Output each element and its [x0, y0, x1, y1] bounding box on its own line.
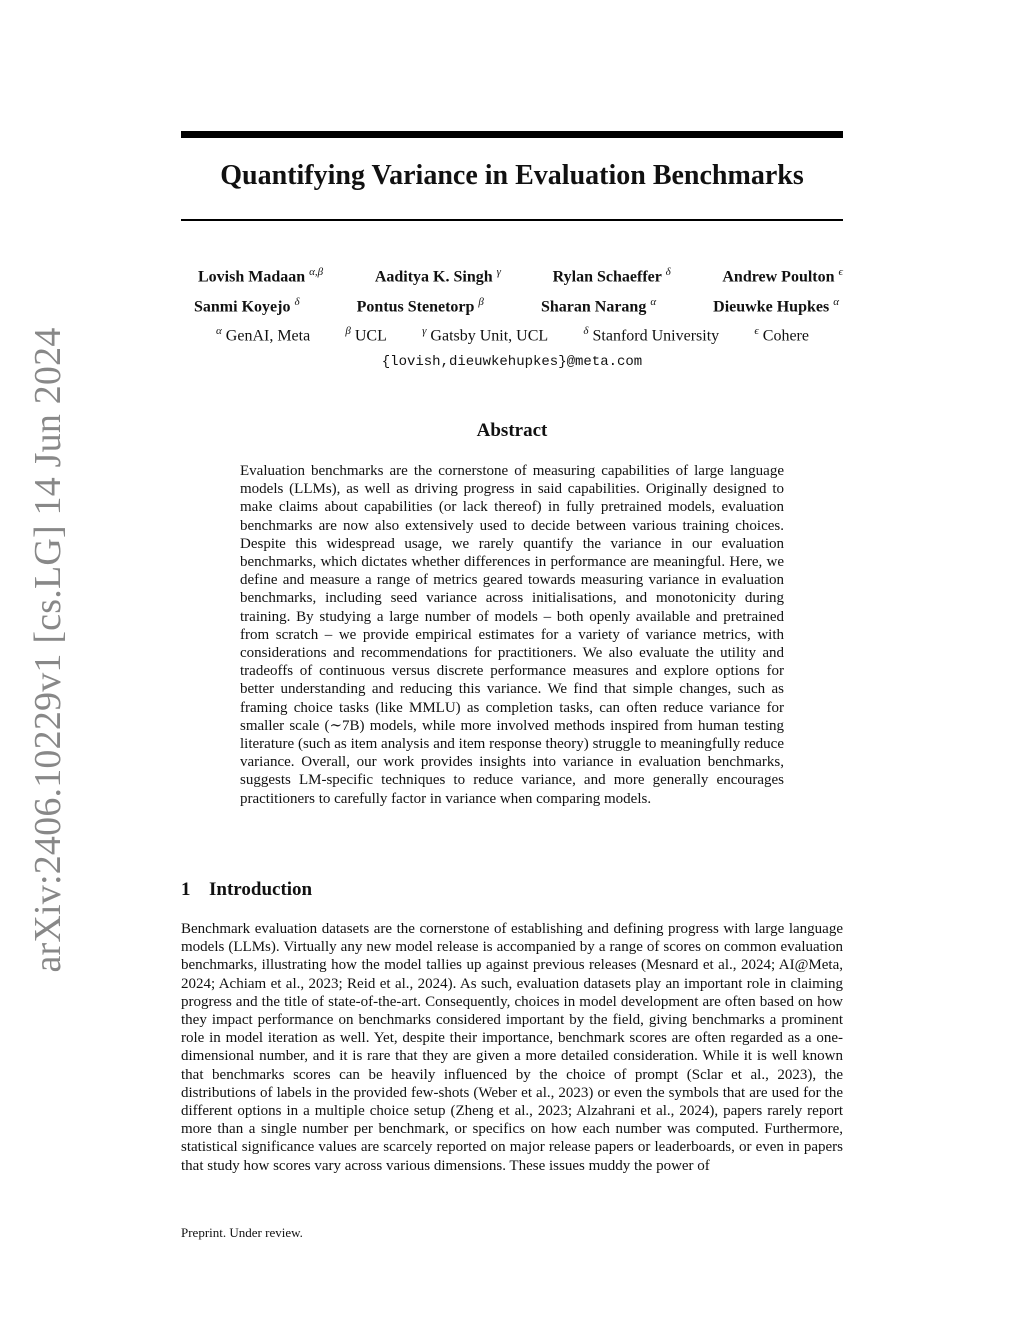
affiliation: $^\alpha$ GenAI, Meta	[216, 325, 311, 345]
affiliation: $^\epsilon$ Cohere	[754, 325, 809, 345]
author: Sharan Narang $^\alpha$	[540, 296, 657, 316]
author-row-1	[181, 266, 843, 286]
abstract-text: Evaluation benchmarks are the cornerstone of measuring capabilities of large language models (LLMs), as well as driving progress in said capabilities. Originally designed to make claims about capabilities (or lack thereof) in fully pretrained models, evaluation benchmarks are now also extensively used to decide between various training choices. Despite this widespread usage, we rarely quantify the variance in our evaluation benchmarks, which dictates whether differences in performance are meaningful. Here, we define and measure a range of metrics geared towards measuring variance in evaluation benchmarks, including seed variance across initialisations, and monotonicity during training. By studying a large number of models – both openly available and pretrained from scratch – we provide empirical estimates for a variety of variance metrics, with considerations and recommendations for practitioners. We also evaluate the utility and tradeoffs of continuous versus discrete performance measures and explore options for better understanding and reducing this variance. We find that simple changes, such as framing choice tasks (like MMLU) as completion tasks, can often reduce variance for smaller scale (∼7B) models, while more involved methods inspired from human testing literature (such as item analysis and item response theory) struggle to meaningfully reduce variance. Overall, our work provides insights into variance in evaluation benchmarks, suggests LM-specific techniques to reduce variance, and more generally encourages practitioners to carefully factor in variance when comparing models.	[240, 463, 784, 807]
title-bottom-rule	[181, 219, 843, 221]
title-top-rule	[181, 131, 843, 138]
author-row-2	[181, 296, 843, 316]
affiliation: $^\beta$ UCL	[345, 325, 387, 345]
abstract-heading: Abstract	[476, 420, 548, 441]
section-title: Introduction	[209, 879, 313, 900]
author: Dieuwke Hupkes $^\alpha$	[713, 296, 839, 316]
author: Rylan Schaeffer $^\delta$	[552, 266, 671, 286]
affiliation: $^\gamma$ Gatsby Unit, UCL	[422, 325, 549, 345]
arxiv-identifier: arXiv:2406.10229v1 [cs.LG] 14 Jun 2024	[27, 327, 69, 973]
paper-title: Quantifying Variance in Evaluation Benchmarks	[220, 160, 804, 191]
author: Sanmi Koyejo $^\delta$	[194, 296, 300, 316]
affiliations	[181, 325, 843, 345]
author: Andrew Poulton $^\epsilon$	[722, 266, 843, 286]
footer-note: Preprint. Under review.	[181, 1225, 303, 1240]
author: Pontus Stenetorp $^\beta$	[356, 296, 484, 316]
introduction-text: Benchmark evaluation datasets are the cornerstone of establishing and defining progress with large language models (LLMs). Virtually any new model release is accompanied by a range of scores on common evaluation benchmarks, illustrating how the model tallies up against previous releases (Mesnard et al., 2024; AI@Meta, 2024; Achiam et al., 2023; Reid et al., 2024). As such, evaluation datasets play an important role in claiming progress and the title of state-of-the-art. Consequently, choices in model development are often based on how they impact performance on benchmarks considered important by the field, giving benchmarks a prominent role in model iteration as well. Yet, despite their importance, benchmark scores are often regarded as a one-dimensional number, and it is rare that they are given a more detailed consideration. While it is well known that benchmarks scores can be heavily influenced by the choice of prompt (Sclar et al., 2023), the distributions of labels in the provided few-shots (Weber et al., 2023) or even the symbols that are used for the different options in a multiple choice setup (Zheng et al., 2023; Alzahrani et al., 2024), papers rarely report more than a single number per benchmark, or specifics on how each number was computed. Furthermore, statistical significance values are scarcely reported on major release papers or leaderboards, or even in papers that study how scores vary across various dimensions. These issues muddy the power of	[181, 921, 843, 1174]
contact-email: {lovish,dieuwkehupkes}@meta.com	[381, 354, 643, 370]
section-heading	[181, 879, 312, 901]
affiliation: $^\delta$ Stanford University	[583, 325, 720, 345]
author: Aaditya K. Singh $^\gamma$	[374, 266, 501, 286]
section-number: 1	[181, 879, 191, 900]
author: Lovish Madaan $^{\alpha,\beta}$	[198, 266, 324, 286]
